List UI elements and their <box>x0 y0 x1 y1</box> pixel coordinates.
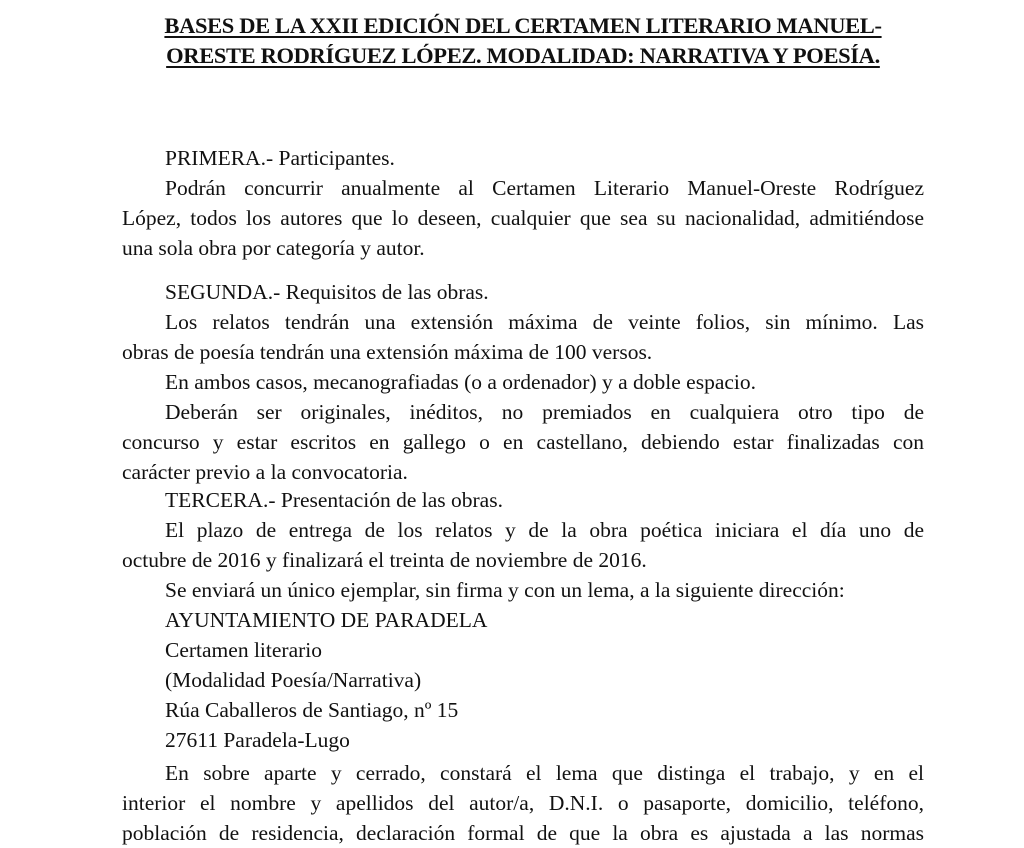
paragraph-line: Podrán concurrir anualmente al Certamen Literario Manuel-Oreste Rodríguez <box>165 176 924 200</box>
address-line: (Modalidad Poesía/Narrativa) <box>165 668 422 692</box>
section-segunda <box>122 277 924 487</box>
section-heading: SEGUNDA.- Requisitos de las obras. <box>165 280 489 304</box>
paragraph-line: población de residencia, declaración formal de que la obra es ajustada a las normas <box>122 821 924 845</box>
address-line: 27611 Paradela-Lugo <box>165 728 350 752</box>
document-title <box>122 11 924 71</box>
paragraph-line: En sobre aparte y cerrado, constará el lema que distinga el trabajo, y en el <box>165 761 924 785</box>
paragraph-line: El plazo de entrega de los relatos y de la obra poética iniciara el día uno de <box>165 518 924 542</box>
address-line: Certamen literario <box>165 638 322 662</box>
title-line: BASES DE LA XXII EDICIÓN DEL CERTAMEN LITERARIO MANUEL- <box>164 13 882 38</box>
section-heading: PRIMERA.- Participantes. <box>165 146 395 170</box>
paragraph-line: interior el nombre y apellidos del autor/a, D.N.I. o pasaporte, domicilio, teléfono, <box>122 791 924 815</box>
paragraph-line: carácter previo a la convocatoria. <box>122 460 408 484</box>
section-heading: TERCERA.- Presentación de las obras. <box>165 488 503 512</box>
address-line: Rúa Caballeros de Santiago, nº 15 <box>165 698 459 722</box>
paragraph-line: Los relatos tendrán una extensión máxima de veinte folios, sin mínimo. Las <box>165 310 924 334</box>
section-tercera <box>122 485 924 755</box>
envelope-paragraph <box>122 758 924 848</box>
section-primera <box>122 143 924 263</box>
paragraph-line: En ambos casos, mecanografiadas (o a ordenador) y a doble espacio. <box>165 370 757 394</box>
paragraph-line: Se enviará un único ejemplar, sin firma y con un lema, a la siguiente dirección: <box>165 578 845 602</box>
paragraph-line: López, todos los autores que lo deseen, cualquier que sea su nacionalidad, admitiéndose <box>122 206 924 230</box>
paragraph-line: concurso y estar escritos en gallego o en castellano, debiendo estar finalizadas con <box>122 430 924 454</box>
address-line: AYUNTAMIENTO DE PARADELA <box>165 608 488 632</box>
paragraph-line: Deberán ser originales, inéditos, no premiados en cualquiera otro tipo de <box>165 400 924 424</box>
paragraph-line: obras de poesía tendrán una extensión máxima de 100 versos. <box>122 340 653 364</box>
title-line: ORESTE RODRÍGUEZ LÓPEZ. MODALIDAD: NARRATIVA Y POESÍA. <box>166 43 880 68</box>
paragraph-line: una sola obra por categoría y autor. <box>122 236 425 260</box>
paragraph-line: octubre de 2016 y finalizará el treinta de noviembre de 2016. <box>122 548 647 572</box>
